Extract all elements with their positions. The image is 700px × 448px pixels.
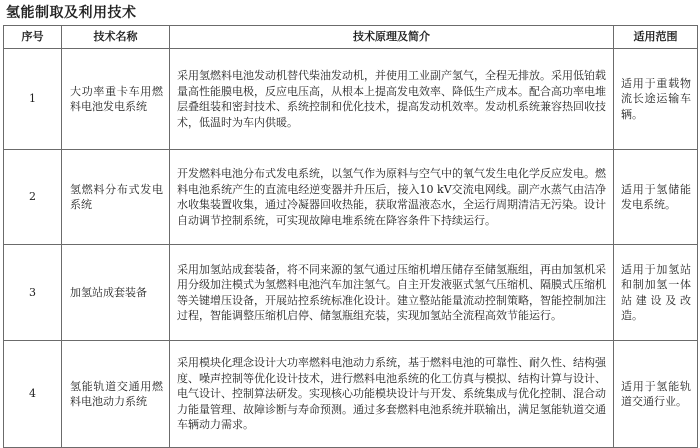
row-scope: 适用于氢能轨道交通行业。 [614,341,698,448]
header-index: 序号 [4,26,62,49]
technology-table [3,25,698,448]
table-row [4,150,698,245]
header-principle: 技术原理及简介 [170,26,614,49]
row-scope: 适用于重载物流长途运输车辆。 [614,49,698,150]
row-principle: 采用氢燃料电池发动机替代柴油发动机，并使用工业副产氢气，全程无排放。采用低铂载量高性能膜电极，反应电压高，从根本上提高发电效率、降低生产成本。配合高功率电堆层叠组装和密封技术、系统控制和优化技术，提高发动机效率。发动机系统兼容热回收技术，低温时为车内供暖。 [170,49,614,150]
row-index: 2 [4,150,62,245]
row-index: 3 [4,245,62,341]
row-principle: 采用模块化理念设计大功率燃料电池动力系统，基于燃料电池的可靠性、耐久性、结构强度、噪声控制等优化设计技术，进行燃料电池系统的化工仿真与模拟、结构计算与设计、电气设计、控制算法研发。实现核心功能模块设计与开发、系统集成与优化控制、混合动力能量管理、故障诊断与寿命预测。通过多套燃料电池系统并联输出，满足氢能轨道交通车辆动力需求。 [170,341,614,448]
row-principle: 采用加氢站成套装备，将不同来源的氢气通过压缩机增压储存至储氢瓶组，再由加氢机采用分级加注模式为氢燃料电池汽车加注氢气。自主开发液驱式氢气压缩机、隔膜式压缩机等关键增压设备，开展站控系统标准化设计。建立整站能量流动控制策略，智能控制加注过程，智能调整压缩机启停、储氢瓶组充装，实现加氢站全流程高效节能运行。 [170,245,614,341]
header-scope: 适用范围 [614,26,698,49]
table-row [4,341,698,448]
table-row [4,49,698,150]
row-name: 加氢站成套装备 [62,245,170,341]
row-scope: 适用于加氢站和制加氢一体站建设及改造。 [614,245,698,341]
page-title: 氢能制取及利用技术 [6,5,137,21]
header-name: 技术名称 [62,26,170,49]
table-row [4,245,698,341]
row-scope: 适用于氢储能发电系统。 [614,150,698,245]
table-header-row [4,26,698,49]
row-name: 氢燃料分布式发电系统 [62,150,170,245]
row-index: 1 [4,49,62,150]
row-name: 氢能轨道交通用燃料电池动力系统 [62,341,170,448]
row-index: 4 [4,341,62,448]
row-principle: 开发燃料电池分布式发电系统，以氢气作为原料与空气中的氧气发生电化学反应发电。燃料电池系统产生的直流电经逆变器并升压后，接入10 kV交流电网线。副产水蒸气由洁净水收集装置收集，通过冷凝器回收热能，获取常温液态水，全运行周期清洁无污染。设计自动调节控制系统，可实现故障电堆系统在降容条件下持续运行。 [170,150,614,245]
row-name: 大功率重卡车用燃料电池发电系统 [62,49,170,150]
